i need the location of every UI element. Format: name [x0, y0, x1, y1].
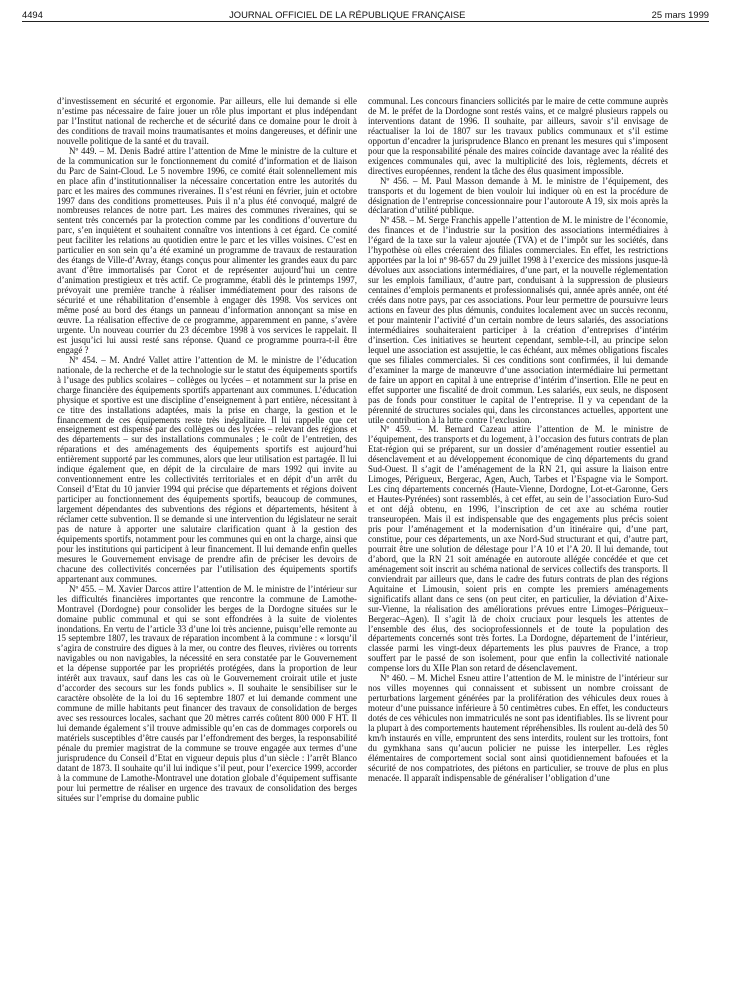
paragraph-question-456: Nº 456. – M. Paul Masson demande à M. le ministre de l’équipement, des transports et du logement de bien vouloir lui indiquer où en est la procédure de désignation de l’entreprise concessionnaire pour l’autoroute A 19, six mois après la déclaration d’utilité publique. [368, 175, 668, 216]
page-number: 4494 [22, 9, 43, 20]
paragraph-question-454: Nº 454. – M. André Vallet attire l’attention de M. le ministre de l’éducation nationale, de la recherche et de la technologie sur le statut des équipements sportifs à l’usage des publics scolaires – collèges ou lycées – et notamment sur la prise en charge financière des équipements sportifs appartenant aux communes. L’éducation physique et sportive est une discipline d’enseignement à part entière, nécessitant à ce titre des installations adaptées, mais la prise en charge, la gestion et le financement de ces équipements reste très inégalitaire. Il lui rappelle que cet enseignement est dispensé par des collèges ou des lycées – relevant des régions et des départements – sur des installations communales ; le coût de l’entretien, des réparations et des aménagements des équipements sportifs est aujourd’hui entièrement supporté par les communes, alors que leur utilisation est partagée. Il lui indique également que, en dépit de la circulaire de mars 1992 qui invite au conventionnement entre les collectivités territoriales et en dépit d’un arrêt du Conseil d’Etat du 10 janvier 1994 qui précise que départements et régions doivent participer au fonctionnement des équipements sportifs, beaucoup de communes, largement dépendantes des subventions des régions et départements, hésitent à réclamer cette subvention. Il se demande si une intervention du législateur ne serait pas de nature à apporter une salutaire clarification quant à la gestion des équipements sportifs, notamment pour les communes qui en ont la charge, ainsi que pour les institutions qui participent à leur financement. Il lui demande enfin quelles mesures le Gouvernement envisage de prendre afin de préciser les devoirs de chacune des collectivités concernées par l’utilisation des équipements sportifs appartenant aux communes. [57, 354, 357, 584]
publication-title: JOURNAL OFFICIEL DE LA RÉPUBLIQUE FRANÇAISE [229, 9, 466, 20]
paragraph-question-continuation: d’investissement en sécurité et ergonomie. Par ailleurs, elle lui demande si elle n’estime pas nécessaire de faire jouer un rôle plus important et plus indépendant par l’Institut national de recherche et de sécurité dans ce domaine pour le droit à des conditions de travail moins traumatisantes et moins dangereuses, et définir une nouvelle politique de la santé et du travail. [57, 96, 357, 146]
paragraph-question-459: Nº 459. – M. Bernard Cazeau attire l’attention de M. le ministre de l’équipement, des transports et du logement, à l’occasion des futurs contrats de plan Etat-région qui se préparent, sur un dossier d’aménagement routier essentiel au désenclavement et au développement économique de cinq départements du grand Sud-Ouest. Il s’agit de l’aménagement de la RN 21, qui assure la liaison entre Limoges, Périgueux, Bergerac, Agen, Auch, Tarbes et l’Espagne via le Somport. Les cinq départements concernés (Haute-Vienne, Dordogne, Lot-et-Garonne, Gers et Hautes-Pyrénées) sont rassemblés, à cet effet, au sein de l’association Euro-Sud et ont déjà obtenu, en 1996, l’inscription de cet axe au schéma routier transeuropéen. Mais il est indispensable que des engagements plus précis soient pris pour l’aménagement et la modernisation d’un itinéraire qui, d’une part, constitue, pour ces départements, un axe Nord-Sud structurant et qui, d’autre part, pourrait être une solution de délestage pour l’A 10 et l’A 20. Il lui demande, tout d’abord, que la RN 21 soit aménagée en autoroute allégée concédée et que cet aménagement soit inscrit au schéma national de services collectifs des transports. Il conviendrait par ailleurs que, dans le cadre des futurs contrats de plan des régions Aquitaine et Limousin, soient pris en compte les premiers aménagements significatifs allant dans ce sens (on peut citer, en particulier, la déviation d’Aixe-sur-Vienne, la réalisation des améliorations prévues entre Limoges–Périgueux–Bergerac–Agen). Il s’agit là de choix cruciaux pour lesquels les attentes de l’ensemble des élus, des socioprofessionnels et de toute la population des départements concernés sont très fortes. La Dordogne, département de l’intérieur, classée parmi les vingt-deux départements les plus pauvres de France, a trop souffert par le passé de son isolement, pour que enfin la collectivité nationale compense lors du XIIe Plan son retard de désenclavement. [368, 424, 668, 674]
paragraph-question-455: Nº 455. – M. Xavier Darcos attire l’attention de M. le ministre de l’intérieur sur les difficultés financières importantes que rencontre la commune de Lamothe-Montravel (Dordogne) pour consolider les berges de la Dordogne situées sur le domaine public communal et qui se sont effondrées à la suite de violentes inondations. En vertu de l’article 33 d’une loi très ancienne, puisqu’elle remonte au 15 septembre 1807, les travaux de réparation incombent à la commune : « lorsqu’il s’agira de construire des digues à la mer, ou contre des fleuves, rivières ou torrents navigables ou non navigables, la nécessité en sera constatée par le Gouvernement et la dépense supportée par les propriétés protégées, dans la proportion de leur intérêt aux travaux, sauf dans les cas où le Gouvernement croirait utile et juste d’accorder des secours sur les fonds publics ». Il souhaite le sensibiliser sur le caractère obsolète de la loi du 16 septembre 1807 et lui demande comment une commune de mille habitants peut financer des travaux de consolidation de berges avec ses ressources locales, sachant que 20 mètres carrés coûtent 800 000 F HT. Il lui demande également s’il trouve admissible qu’en cas de dommages corporels ou matériels susceptibles d’être causés par l’effondrement des berges, la responsabilité pénale du premier magistrat de la commune se trouve engagée aux termes d’une jurisprudence du Conseil d’Etat en vigueur depuis plus d’un siècle : l’arrêt Blanco datant de 1873. Il souhaite qu’il lui indique s’il peut, pour l’exercice 1999, accorder à la commune de Lamothe-Montravel une dotation globale d’équipement suffisante pour lui permettre de réaliser en urgence des travaux de consolidation des berges situées sur l’emprise du domaine public [57, 583, 357, 803]
paragraph-question-455-continuation: communal. Les concours financiers sollicités par le maire de cette commune auprès de M. le préfet de la Dordogne sont restés vains, et ce malgré plusieurs rappels ou interventions datant de 1996. Il souhaite, par ailleurs, savoir s’il envisage de réactualiser la loi de 1807 sur les travaux publics communaux et s’il estime opportun d’encadrer la jurisprudence Blanco en prenant les mesures qui s’imposent pour que la responsabilité pénale des maires coïncide davantage avec la réalité des exigences communales qui, avec la multiplicité des lois, règlements, décrets et directives européennes, rendent la tâche des élus quasiment impossible. [368, 96, 668, 176]
paragraph-question-458: Nº 458. – M. Serge Franchis appelle l’attention de M. le ministre de l’économie, des finances et de l’industrie sur la position des associations intermédiaires à l’égard de la taxe sur la valeur ajoutée (TVA) et de l’impôt sur les sociétés, dans l’hypothèse où elles créeraient des filiales commerciales. En effet, les restrictions apportées par la loi nº 98-657 du 29 juillet 1998 à l’exercice des missions jusque-là dévolues aux associations intermédiaires, d’une part, et la nouvelle réglementation sur les emplois familiaux, d’autre part, conduisant à la suppression de plusieurs centaines d’emplois permanents et professionnalisés qui, année après année, ont été créés dans notre pays, par ces associations. Pour leur permettre de poursuivre leurs actions en faveur des plus démunis, conduites localement avec un succès reconnu, et pour maintenir l’activité d’un certain nombre de leurs salariés, des associations intermédiaires souhaiteraient participer à la création d’entreprises d’intérim d’insertion. Ces initiatives se heurtent cependant, semble-t-il, au principe selon lequel une association est assujettie, le cas échéant, aux mêmes obligations fiscales que ses filiales commerciales. Si ces conditions sont confirmées, il lui demande d’examiner la marge de manœuvre d’une association intermédiaire lui permettant de faire un apport en capital à une entreprise d’intérim d’insertion. Elle ne peut en effet supporter une fiscalité de droit commun. Les salariés, eux seuls, ne disposent pas de fonds pour constituer le capital de l’entreprise. Il y va cependant de la pérennité de structures sociales qui, dans les circonstances actuelles, apportent une utile contribution à la lutte contre l’exclusion. [368, 215, 668, 425]
header-rule [22, 21, 709, 22]
right-column [368, 97, 668, 784]
left-column [57, 97, 357, 804]
issue-date: 25 mars 1999 [651, 9, 709, 20]
page-header [22, 4, 709, 20]
paragraph-question-449: Nº 449. – M. Denis Badré attire l’attention de Mme le ministre de la culture et de la communication sur le fonctionnement du comité d’information et de liaison du Parc de Saint-Cloud. Le 5 novembre 1996, ce comité était solennellement mis en place afin d’institutionnaliser la nécessaire concertation entre les autorités du parc et les maires des communes riveraines. Il s’est réuni en février, juin et octobre 1997 dans des conditions prometteuses. Puis il n’a plus été convoqué, malgré de nombreuses relances de notre part. Les maires des communes riveraines, qui se sentent très concernés par la protection comme par les conditions d’ouverture du parc, s’en inquiètent et souhaitent connaître vos intentions à cet égard. Ce comité peut faciliter les relations au quotidien entre le parc et les villes voisines. C’est en particulier en son sein qu’a été examiné un programme de travaux de restauration des étangs de Ville-d’Avray, étangs conçus pour alimenter les grandes eaux du parc avant d’être immortalisés par Corot et de représenter aujourd’hui un centre d’animation prestigieux et très actif. Ce programme, établi dès le printemps 1997, prévoyait une première tranche à réaliser immédiatement pour des raisons de sécurité et une réhabilitation d’ensemble à engager dès 1998. Vos services ont même posé au bord des étangs un panneau d’information annonçant sa mise en œuvre. La réalisation effective de ce programme, apparemment en panne, s’avère urgente. Un nouveau courrier du 23 décembre 1998 à vos services le rappelait. Il est jusqu’ici lui aussi resté sans réponse. Quand ce programme pourra-t-il être engagé ? [57, 145, 357, 355]
paragraph-question-460: Nº 460. – M. Michel Esneu attire l’attention de M. le ministre de l’intérieur sur nos villes moyennes qui connaissent et subissent un nombre croissant de perturbations largement générées par la prolifération des véhicules deux roues à moteur d’une puissance inférieure à 50 centimètres cubes. En effet, les conducteurs dotés de ces véhicules non immatriculés ne sont pas identifiables. Ils se livrent pour la plupart à des comportements hautement répréhensibles. Ils roulent au-delà des 50 km/h instaurés en ville, empruntent des sens interdits, roulent sur les trottoirs, font du gymkhana sans qu’aucun policier ne puisse les interpeller. Les règles élémentaires de comportement social sont ainsi quotidiennement bafouées et la sécurité de nos compatriotes, des piétons en particulier, se trouve de plus en plus menacée. Il apparaît indispensable de généraliser l’obligation d’une [368, 673, 668, 783]
